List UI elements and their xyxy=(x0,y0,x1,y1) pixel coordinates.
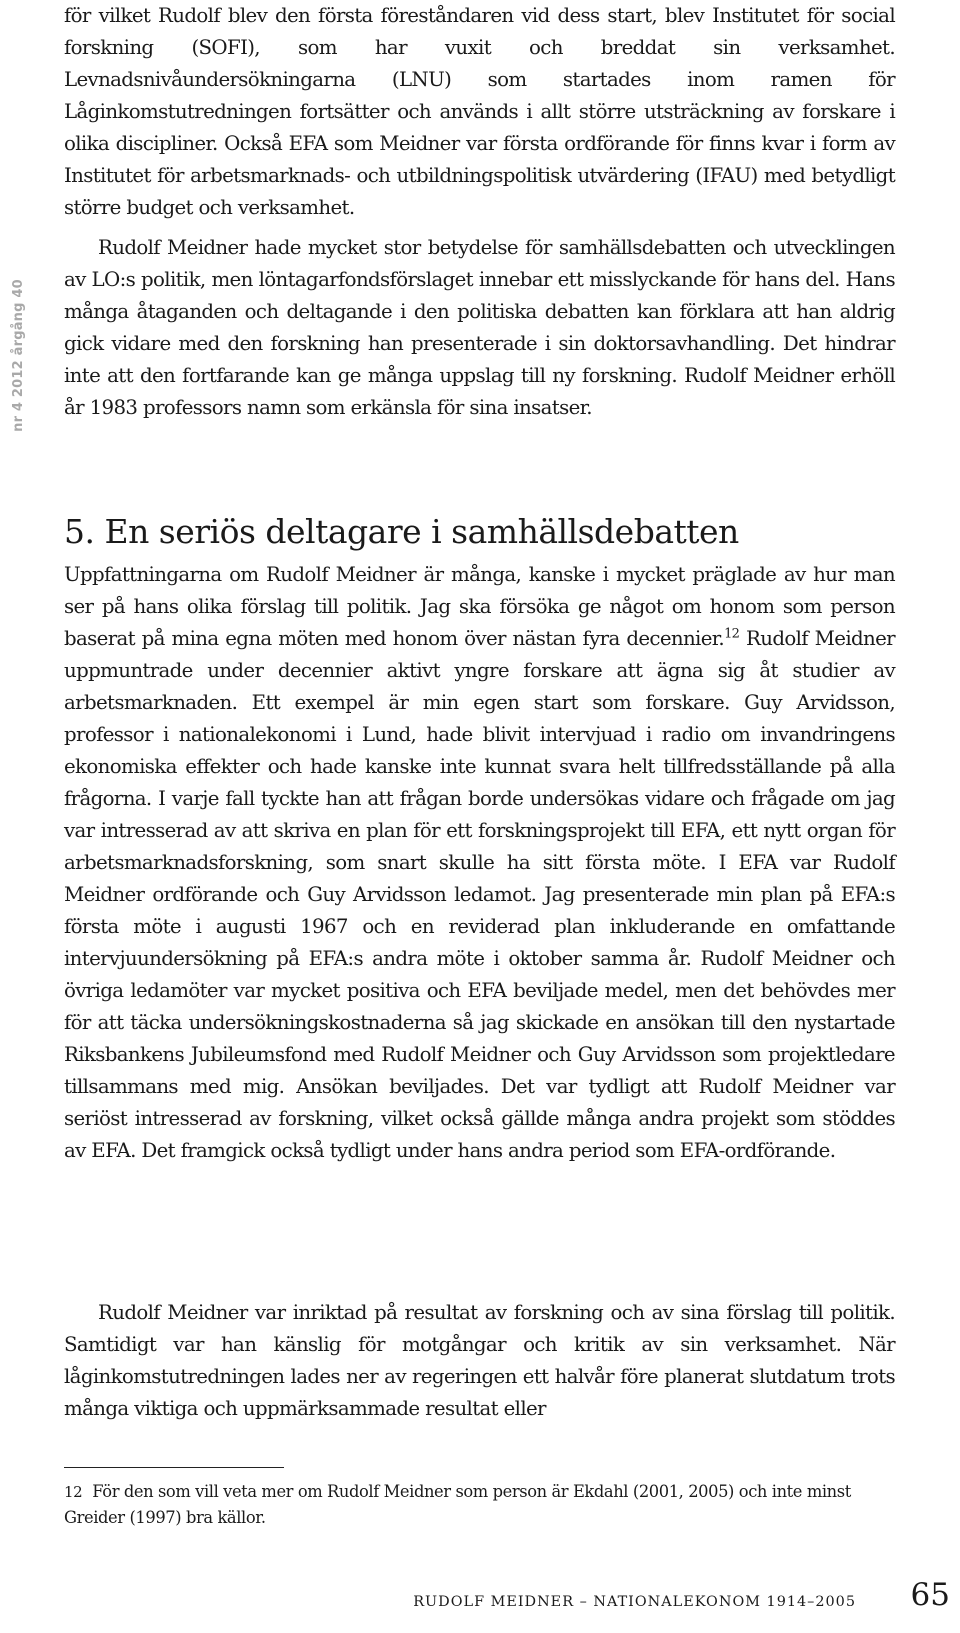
paragraph-1: för vilket Rudolf blev den första föreståndaren vid dess start, blev Institutet för social forskning (SOFI), som har vuxit och breddat sin verksamhet. Levnadsnivåundersökningarna (LNU) som startades inom ramen för Låginkomstutredningen fortsätter och används i allt större utsträckning av forskare i olika discipliner. Också EFA som Meidner var första ordförande för finns kvar i form av Institutet för arbetsmarknads- och utbildningspolitisk utvärdering (IFAU) med betydligt större budget och verksamhet. xyxy=(64,4,895,219)
page-number: 65 xyxy=(910,1577,950,1613)
footnote xyxy=(64,1479,886,1531)
footnote-text: För den som vill veta mer om Rudolf Meidner som person är Ekdahl (2001, 2005) och inte minst Greider (1997) bra källor. xyxy=(64,1482,851,1527)
journal-issue-label xyxy=(8,225,28,485)
journal-issue-text: nr 4 2012 årgång 40 xyxy=(10,278,26,432)
footnote-number: 12 xyxy=(64,1483,83,1501)
paragraph-3-start: Uppfattningarna om Rudolf Meidner är många, kanske i mycket präglade av hur man ser på hans olika förslag till politik. Jag ska försöka ge något om honom som person baserat på mina egna möten med honom över nästan fyra decennier. xyxy=(64,563,895,650)
footnote-divider xyxy=(64,1467,284,1468)
footnote-reference[interactable]: 12 xyxy=(724,626,740,642)
paragraph-4: Rudolf Meidner var inriktad på resultat av forskning och av sina förslag till politik. Samtidigt var han känslig för motgångar och kritik av sin verksamhet. När låginkomstutredningen lades ner av regeringen ett halvår före planerat slutdatum trots många viktiga och uppmärksammade resultat eller xyxy=(64,1301,895,1420)
paragraph-3-rest: Rudolf Meidner uppmuntrade under decennier aktivt yngre forskare att ägna sig åt studier av arbetsmarknaden. Ett exempel är min egen start som forskare. Guy Arvidsson, professor i nationalekonomi i Lund, hade blivit intervjuad i radio om invandringens ekonomiska effekter och hade kanske inte kunnat svara helt tillfredsställande på alla frågorna. I varje fall tyckte han att frågan borde undersökas vidare och frågade om jag var intresserad av att skriva en plan för ett forskningsprojekt till EFA, ett nytt organ för arbetsmarknadsforskning, som snart skulle ha sitt första möte. I EFA var Rudolf Meidner ordförande och Guy Arvidsson ledamot. Jag presenterade min plan på EFA:s första möte i augusti 1967 och en reviderad plan inkluderande en omfattande intervjuundersökning på EFA:s andra möte i oktober samma år. Rudolf Meidner och övriga ledamöter var mycket positiva och EFA beviljade medel, men det behövdes mer för att täcka undersökningskostnaderna så jag skickade en ansökan till den nystartade Riksbankens Jubileumsfond med Rudolf Meidner och Guy Arvidsson som projektledare tillsammans med mig. Ansökan beviljades. Det var tydligt att Rudolf Meidner var seriöst intresserad av forskning, vilket också gällde många andra projekt som stöddes av EFA. Det framgick också tydligt under hans andra period som EFA-ordförande. xyxy=(64,627,895,1162)
paragraph-3 xyxy=(64,559,895,1167)
paragraph-2: Rudolf Meidner hade mycket stor betydelse för samhällsdebatten och utvecklingen av LO:s politik, men löntagarfondsförslaget innebar ett misslyckande för hans del. Hans många åtaganden och deltagande i den politiska debatten kan förklara att han aldrig gick vidare med den forskning han presenterade i sin doktorsavhandling. Det hindrar inte att den fortfarande kan ge många uppslag till ny forskning. Rudolf Meidner erhöll år 1983 professors namn som erkänsla för sina insatser. xyxy=(64,236,895,419)
running-footer: RUDOLF MEIDNER – NATIONALEKONOM 1914–2005 xyxy=(413,1594,856,1610)
section-heading: 5. En seriös deltagare i samhällsdebatten xyxy=(64,512,739,551)
